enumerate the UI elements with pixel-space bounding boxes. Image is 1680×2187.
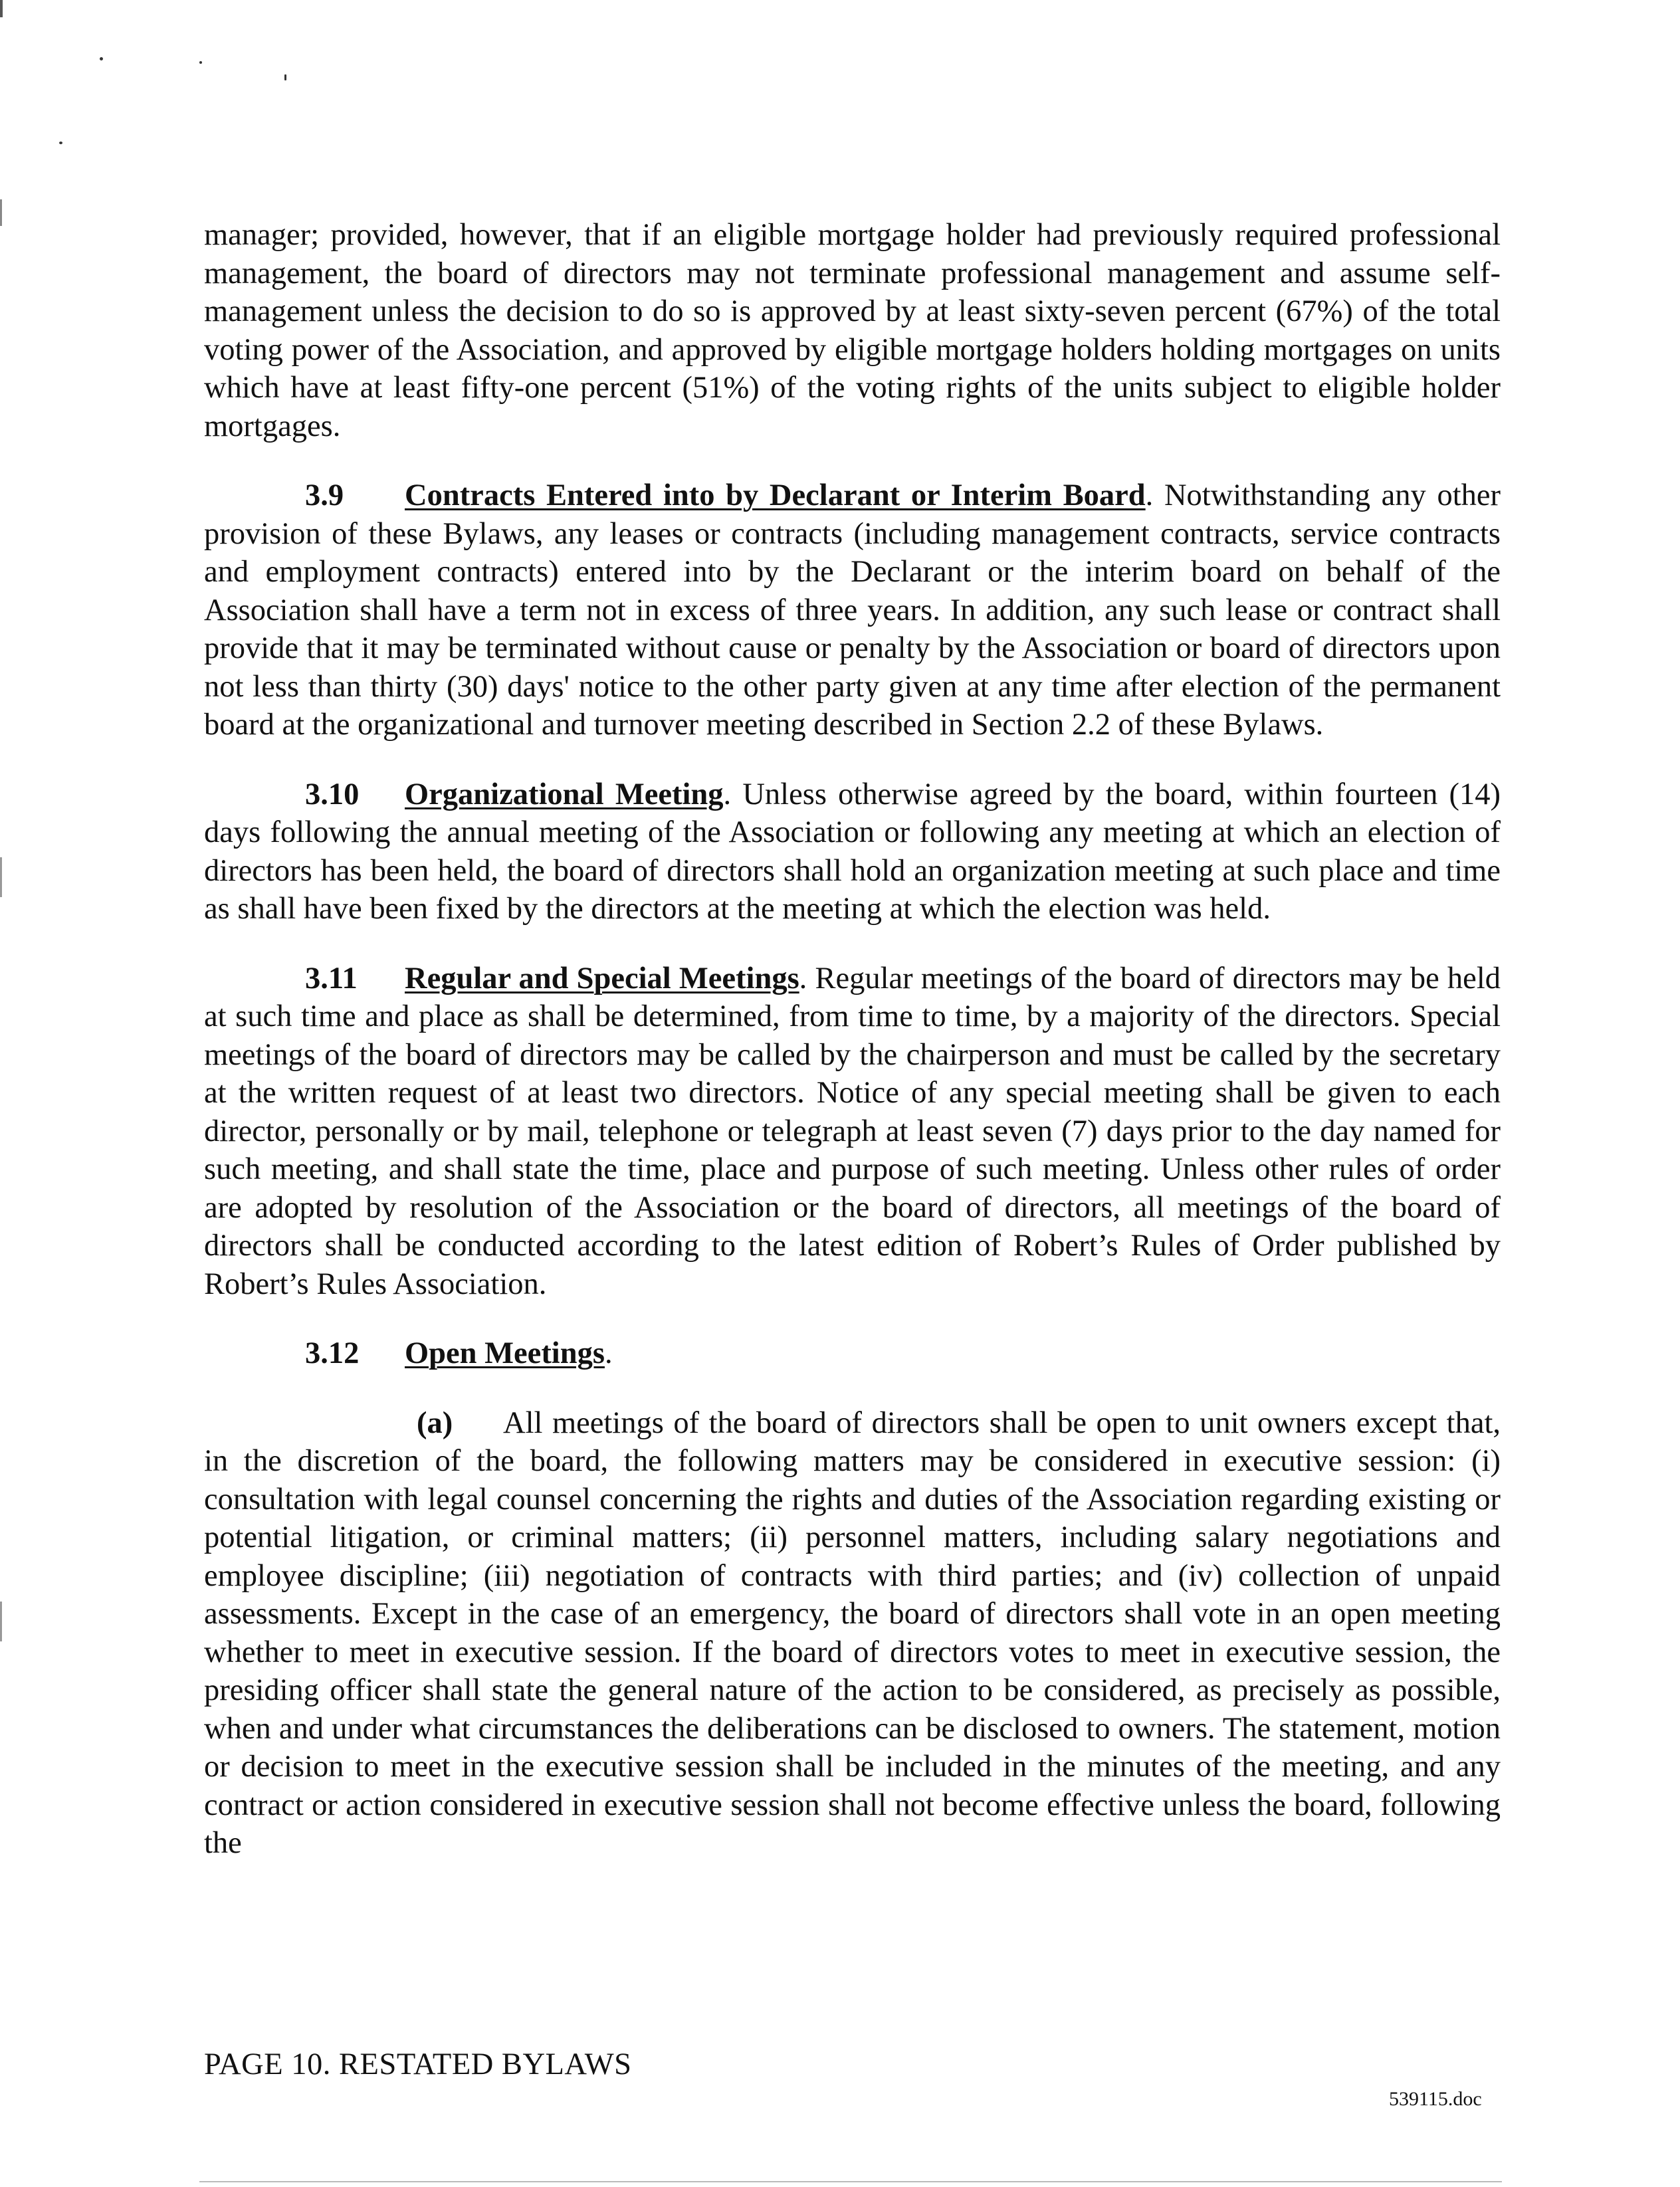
scan-edge-mark: [0, 0, 3, 17]
section-body: . Regular meetings of the board of directors may be held at such time and place as shall be determined, from time to time, by a majority of the directors. Special meetings of the board of directors may be called by the chairperson and must be called by the secretary at the written request of at least two directors. Notice of any special meeting shall be given to each director, personally or by mail, telephone or telegraph at least seven (7) days prior to the day named for such meeting, and shall state the time, place and purpose of such meeting. Unless other rules of order are adopted by resolution of the Association or the board of directors, all meetings of the board of directors shall be conducted according to the latest edition of Robert’s Rules of Order published by Robert’s Rules Association.: [204, 961, 1501, 1301]
section-3-11: [204, 960, 1501, 1304]
section-title: Organizational Meeting: [405, 777, 724, 811]
section-number: 3.11: [305, 961, 358, 995]
scan-speck: [199, 61, 202, 64]
file-name-label: 539115.doc: [1389, 2088, 1482, 2110]
scan-speck: [284, 74, 286, 80]
section-title: Contracts Entered into by Declarant or Interim Board: [405, 478, 1146, 512]
section-3-10: [204, 776, 1501, 928]
page-footer-label: PAGE 10. RESTATED BYLAWS: [204, 2047, 632, 2081]
scan-speck: [59, 142, 62, 144]
section-title: Regular and Special Meetings: [405, 961, 799, 995]
section-number: 3.10: [305, 777, 360, 811]
continuation-paragraph: manager; provided, however, that if an eligible mortgage holder had previously required professional management, the board of directors may not terminate professional management and assume self-management unless the decision to do so is approved by at least sixty-seven percent (67%) of the total voting power of the Association, and approved by eligible mortgage holders holding mortgages on units which have at least fifty-one percent (51%) of the voting rights of the units subject to eligible holder mortgages.: [204, 218, 1501, 443]
section-body: . Notwithstanding any other provision of these Bylaws, any leases or contracts (including management contracts, service contracts and employment contracts) entered into by the Declarant or the interim board on behalf of the Association shall have a term not in excess of three years. In addition, any such lease or contract shall provide that it may be terminated without cause or penalty by the Association or board of directors upon not less than thirty (30) days' notice to the other party given at any time after election of the permanent board at the organizational and turnover meeting described in Section 2.2 of these Bylaws.: [204, 478, 1501, 742]
scan-edge-mark: [0, 857, 2, 897]
section-body: .: [604, 1336, 613, 1370]
section-body: . Unless otherwise agreed by the board, within fourteen (14) days following the annual meeting of the Association or following any meeting at which an election of directors has been held, the board of directors shall hold an organization meeting at such place and time as shall have been fixed by the directors at the meeting at which the election was held.: [204, 777, 1501, 926]
section-title: Open Meetings: [405, 1336, 605, 1370]
scan-speck: [100, 57, 103, 60]
subsection-a: [204, 1404, 1501, 1863]
scan-edge-mark: [0, 199, 2, 226]
scan-edge-mark: [0, 1602, 2, 1641]
bottom-scan-line: [199, 2181, 1502, 2182]
section-3-12: [204, 1334, 1501, 1373]
document-body: [204, 216, 1501, 1863]
section-number: 3.9: [305, 478, 344, 512]
section-number: 3.12: [305, 1336, 360, 1370]
subsection-body: All meetings of the board of directors shall be open to unit owners except that, in the discretion of the board, the following matters may be considered in executive session: (i) consultation with legal counsel concerning the rights and duties of the Association regarding existing or potential litigation, or criminal matters; (ii) personnel matters, including salary negotiations and employee discipline; (iii) negotiation of contracts with third parties; and (iv) collection of unpaid assessments. Except in the case of an emergency, the board of directors shall vote in an open meeting whether to meet in executive session. If the board of directors votes to meet in executive session, the presiding officer shall state the general nature of the action to be considered, as precisely as possible, when and under what circumstances the deliberations can be disclosed to owners. The statement, motion or decision to meet in the executive session shall be included in the minutes of the meeting, and any contract or action considered in executive session shall not become effective unless the board, following the: [204, 1406, 1501, 1860]
subsection-label: (a): [417, 1406, 453, 1440]
section-3-9: [204, 476, 1501, 744]
